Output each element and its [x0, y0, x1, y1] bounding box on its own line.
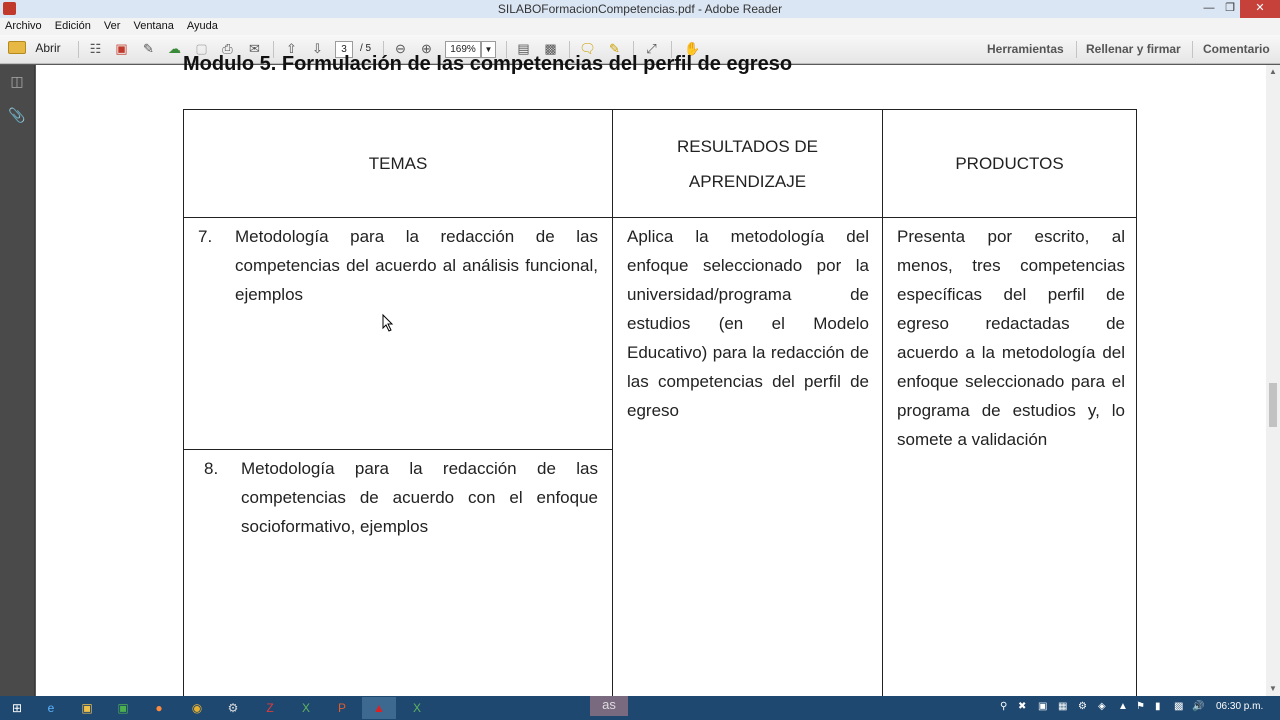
- tray-icon-5[interactable]: ◈: [1098, 701, 1106, 712]
- app-icon[interactable]: ⚙: [227, 701, 239, 715]
- full-screen-icon[interactable]: ⤢: [646, 41, 657, 56]
- edit-icon[interactable]: ✎: [143, 41, 154, 56]
- tools-link[interactable]: Herramientas: [987, 42, 1064, 56]
- page-total: / 5: [360, 43, 372, 54]
- clock: 06:30 p.m.: [1216, 701, 1264, 712]
- print-icon[interactable]: ⎙: [222, 41, 233, 56]
- tray-icon-4[interactable]: ⚙: [1078, 701, 1087, 712]
- productos-cell: Presenta por escrito, al menos, tres competencias específicas del perfil de egreso redactadas de acuerdo a la metodología del enfoque seleccionado para el programa de estudios y, lo somete a validación: [883, 218, 1137, 710]
- export-pdf-icon[interactable]: ▣: [115, 41, 128, 56]
- navigation-pane: [0, 65, 35, 696]
- topic-number: 7.: [198, 227, 213, 246]
- tray-icon-1[interactable]: ✖: [1018, 701, 1027, 712]
- topic-number: 8.: [204, 459, 219, 478]
- scroll-up-icon[interactable]: ▲: [1269, 67, 1277, 76]
- topic-item: [184, 450, 612, 541]
- menu-ventana[interactable]: Ventana: [133, 20, 174, 32]
- previous-page-icon[interactable]: ⇧: [286, 41, 297, 56]
- highlight-icon[interactable]: ✎: [609, 41, 620, 56]
- resultados-cell: Aplica la metodología del enfoque seleccionado por la universidad/programa de estudios (en el Modelo Educativo) para la redacción de las competencias del perfil de egreso: [613, 218, 883, 710]
- menu-archivo[interactable]: Archivo: [5, 20, 42, 32]
- next-page-icon[interactable]: ⇩: [312, 41, 323, 56]
- fill-sign-link[interactable]: Rellenar y firmar: [1086, 42, 1181, 56]
- filezilla-icon[interactable]: Z: [266, 701, 274, 715]
- internet-explorer-icon[interactable]: e: [47, 701, 55, 715]
- fit-width-icon[interactable]: ▩: [544, 41, 557, 56]
- create-pdf-icon[interactable]: ☷: [89, 41, 102, 56]
- menu-edicion[interactable]: Edición: [54, 20, 91, 32]
- header-productos: PRODUCTOS: [883, 110, 1137, 218]
- camtasia-icon[interactable]: ▣: [117, 701, 129, 715]
- restore-button[interactable]: ❐: [1225, 2, 1235, 14]
- minimize-button[interactable]: —: [1203, 2, 1215, 14]
- network-icon[interactable]: ▩: [1174, 701, 1184, 712]
- file-explorer-icon[interactable]: ▣: [81, 701, 93, 715]
- firefox-icon[interactable]: ●: [155, 701, 163, 715]
- flag-icon[interactable]: ⚑: [1136, 701, 1145, 712]
- zoom-dropdown-icon[interactable]: ▼: [481, 41, 496, 58]
- menu-bar: [0, 18, 1280, 35]
- menu-ayuda[interactable]: Ayuda: [186, 20, 218, 32]
- topic-text: Metodología para la redacción de las competencias de acuerdo con el enfoque socioformativo, ejemplos: [241, 459, 598, 536]
- start-button-icon[interactable]: ⊞: [11, 701, 23, 715]
- search-tray-icon[interactable]: ⚲: [1000, 701, 1008, 712]
- page-number-input[interactable]: 3: [335, 41, 353, 58]
- menu-ver[interactable]: Ver: [103, 20, 121, 32]
- taskbar: [0, 696, 1280, 720]
- header-temas: TEMAS: [184, 110, 613, 218]
- zoom-out-icon[interactable]: ⊖: [395, 41, 406, 56]
- mouse-cursor-icon: [382, 314, 394, 332]
- topic-cell: [184, 450, 613, 710]
- save-icon[interactable]: ▢: [195, 41, 208, 56]
- adobe-reader-task-icon[interactable]: ▲: [362, 697, 396, 719]
- topic-cell: [184, 218, 613, 450]
- fit-page-icon[interactable]: ▤: [517, 41, 530, 56]
- topic-text: Metodología para la redacción de las competencias del acuerdo al análisis funcional, ejemplos: [235, 227, 598, 304]
- scroll-thumb[interactable]: [1269, 383, 1277, 427]
- close-button[interactable]: ✕: [1240, 0, 1280, 18]
- open-button[interactable]: [8, 40, 64, 59]
- syllabus-table: [183, 109, 1137, 710]
- zoom-input[interactable]: 169%: [445, 41, 481, 58]
- attachments-icon[interactable]: 📎: [8, 107, 26, 123]
- document-view[interactable]: [36, 53, 1266, 696]
- topic-item: [184, 218, 612, 309]
- hand-tool-icon[interactable]: ✋: [684, 41, 701, 56]
- module-heading: Modulo 5. Formulación de las competencias del perfil de egreso: [183, 53, 793, 75]
- excel-2-icon[interactable]: X: [412, 701, 421, 715]
- open-label: Abrir: [35, 40, 61, 55]
- page-thumbnails-icon[interactable]: ◫: [10, 73, 24, 89]
- battery-icon[interactable]: ▮: [1155, 701, 1161, 712]
- header-resultados: RESULTADOS DE APRENDIZAJE: [613, 110, 883, 218]
- excel-icon[interactable]: X: [301, 701, 310, 715]
- tray-icon-3[interactable]: ▦: [1058, 701, 1068, 712]
- comment-link[interactable]: Comentario: [1203, 42, 1270, 56]
- title-bar: [0, 0, 1280, 18]
- chrome-icon[interactable]: ◉: [191, 701, 203, 715]
- window-title: SILABOFormacionCompetencias.pdf - Adobe Reader: [497, 2, 783, 16]
- scroll-down-icon[interactable]: ▼: [1269, 684, 1277, 693]
- vertical-scrollbar[interactable]: [1266, 65, 1280, 696]
- powerpoint-icon[interactable]: P: [337, 701, 346, 715]
- as-label[interactable]: as: [590, 696, 628, 716]
- tray-icon-6[interactable]: ▲: [1118, 701, 1128, 712]
- tray-icon-2[interactable]: ▣: [1038, 701, 1048, 712]
- comment-icon[interactable]: 🗨: [579, 41, 596, 56]
- volume-icon[interactable]: 🔊: [1192, 701, 1205, 712]
- email-icon[interactable]: ✉: [249, 41, 260, 56]
- cloud-icon[interactable]: ☁: [168, 41, 181, 56]
- folder-icon: [8, 41, 26, 54]
- zoom-in-icon[interactable]: ⊕: [421, 41, 432, 56]
